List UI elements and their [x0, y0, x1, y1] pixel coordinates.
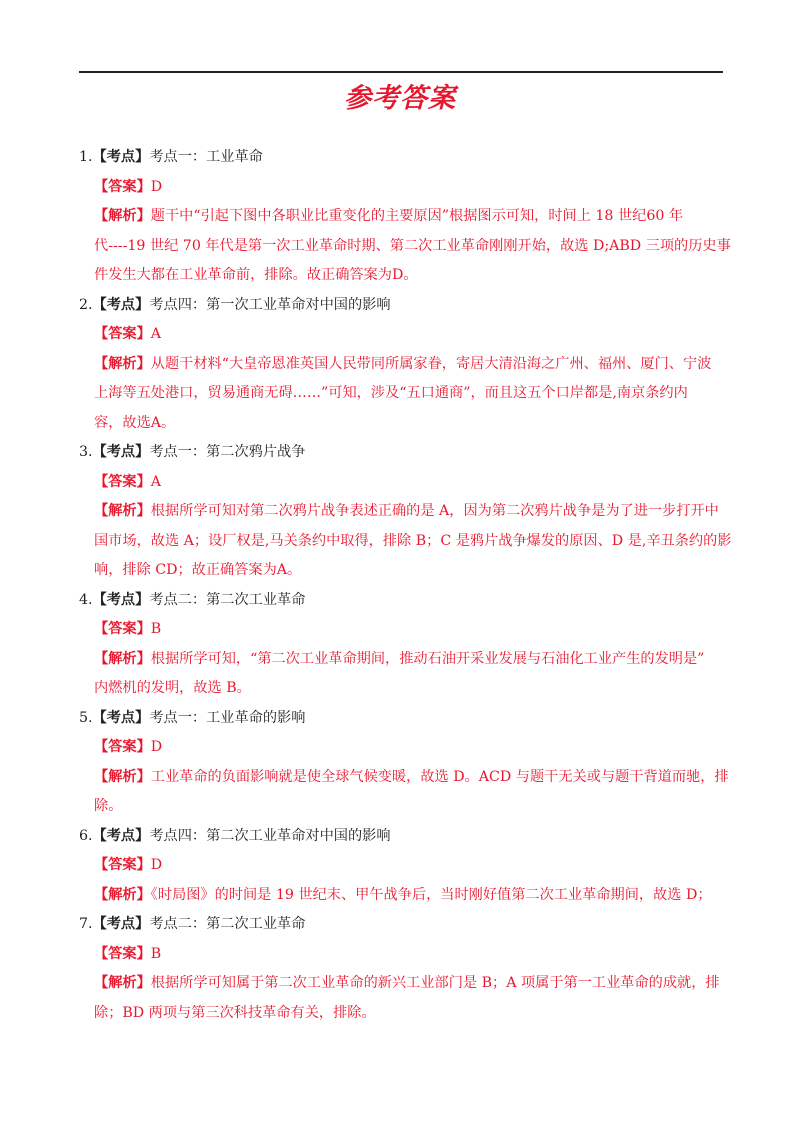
- question-block: [79, 910, 725, 1028]
- kaodian-label: 【考点】: [92, 916, 150, 932]
- header-rule: [79, 71, 723, 73]
- answer-value: D: [150, 739, 163, 755]
- answer-line: [79, 940, 725, 970]
- kaodian-label: 【考点】: [92, 709, 150, 726]
- explanation-text: 题干中“引起下图中各职业比重变化的主要原因”根据图示可知，时间上 18 世纪60 年: [150, 208, 684, 224]
- answer-label: 【答案】: [94, 945, 151, 962]
- explanation-line: [79, 202, 725, 232]
- explanation-text: 国市场，故选 A；设厂权是,马关条约中取得，排除 B；C 是鸦片战争爆发的原因、D 是,辛丑条约的影: [94, 532, 732, 549]
- explanation-label: 【解析】: [94, 208, 151, 224]
- explanation-line: [79, 881, 725, 911]
- kaodian-label: 【考点】: [92, 149, 150, 165]
- kaodian-label: 【考点】: [92, 296, 150, 313]
- kaodian-label: 【考点】: [92, 444, 150, 460]
- answer-value: D: [150, 178, 163, 195]
- answer-label: 【答案】: [94, 178, 151, 195]
- answer-line: [79, 733, 725, 763]
- explanation-line: [79, 763, 729, 793]
- explanation-label: 【解析】: [94, 975, 151, 991]
- explanation-text: 响，排除 CD；故正确答案为A。: [94, 562, 302, 578]
- explanation-text: 内燃机的发明，故选 B。: [94, 680, 251, 696]
- explanation-text: 根据所学可知对第二次鸦片战争表述正确的是 A，因为第二次鸦片战争是为了进一步打开中: [150, 503, 719, 519]
- explanation-line: [79, 645, 725, 675]
- explanation-text: 上海等五处港口，贸易通商无碍……”可知，涉及“五口通商”，而且这五个口岸都是,南京条约内: [94, 385, 688, 401]
- kaodian-label: 【考点】: [92, 827, 150, 844]
- explanation-text: 从题干材料“大皇帝恩准英国人民带同所属家眷，寄居大清沿海之广州、福州、厦门、宁波: [150, 355, 712, 372]
- answer-line: [79, 320, 725, 350]
- question-number: 5.: [79, 709, 93, 726]
- explanation-line: [79, 497, 725, 527]
- answer-value: D: [150, 857, 163, 873]
- explanation-line: [79, 792, 725, 822]
- question-heading: [79, 291, 725, 321]
- explanation-text: 除；BD 两项与第三次科技革命有关，排除。: [94, 1004, 376, 1021]
- kaodian-text: 考点二：第二次工业革命: [149, 916, 306, 932]
- explanation-label: 【解析】: [94, 886, 151, 903]
- explanation-line: [79, 674, 725, 704]
- kaodian-text: 考点四：第二次工业革命对中国的影响: [149, 827, 391, 844]
- explanation-line: [79, 969, 725, 999]
- answer-list: [79, 143, 732, 1028]
- explanation-text: 根据所学可知，“第二次工业革命期间，推动石油开采业发展与石油化工业产生的发明是”: [150, 650, 705, 667]
- explanation-text: 《时局图》的时间是 19 世纪末、甲午战争后，当时刚好值第二次工业革命期间，故选 D；: [150, 886, 712, 903]
- answer-label: 【答案】: [94, 857, 151, 873]
- explanation-text: 工业革命的负面影响就是使全球气候变暖，故选 D。ACD 与题干无关或与题干背道而驰，排: [150, 768, 729, 785]
- answer-label: 【答案】: [94, 326, 151, 342]
- explanation-label: 【解析】: [94, 650, 151, 667]
- explanation-line: [79, 350, 725, 380]
- explanation-label: 【解析】: [94, 503, 151, 519]
- question-heading: [79, 704, 725, 734]
- explanation-line: [79, 261, 725, 291]
- explanation-text: 容，故选A。: [94, 414, 176, 431]
- question-heading: [79, 910, 725, 940]
- answer-line: [79, 468, 725, 498]
- explanation-line: [79, 379, 725, 409]
- explanation-line: [79, 232, 731, 262]
- kaodian-label: 【考点】: [92, 591, 150, 608]
- answer-value: A: [150, 473, 162, 490]
- answer-line: [79, 851, 725, 881]
- explanation-label: 【解析】: [94, 768, 151, 785]
- explanation-line: [79, 556, 725, 586]
- answer-value: B: [150, 945, 162, 962]
- question-block: [79, 438, 732, 586]
- question-number: 2.: [79, 296, 93, 313]
- question-block: [79, 822, 725, 911]
- answer-value: A: [150, 326, 162, 342]
- answer-value: B: [150, 621, 162, 637]
- kaodian-text: 考点一：第二次鸦片战争: [149, 444, 306, 460]
- explanation-text: 根据所学可知属于第二次工业革命的新兴工业部门是 B；A 项属于第一工业革命的成就，排: [150, 975, 720, 991]
- question-block: [79, 586, 725, 704]
- question-heading: [79, 822, 725, 852]
- question-block: [79, 291, 725, 439]
- question-heading: [79, 438, 725, 468]
- answer-line: [79, 173, 725, 203]
- question-number: 3.: [79, 444, 93, 460]
- explanation-text: 除。: [94, 798, 123, 814]
- kaodian-text: 考点一：工业革命的影响: [149, 709, 306, 726]
- question-heading: [79, 586, 725, 616]
- question-number: 4.: [79, 591, 93, 608]
- question-block: [79, 143, 731, 291]
- kaodian-text: 考点二：第二次工业革命: [149, 591, 306, 608]
- question-block: [79, 704, 729, 822]
- explanation-text: 件发生大都在工业革命前，排除。故正确答案为D。: [94, 267, 418, 283]
- kaodian-text: 考点四：第一次工业革命对中国的影响: [149, 296, 391, 313]
- answer-label: 【答案】: [94, 739, 151, 755]
- explanation-line: [79, 409, 725, 439]
- explanation-label: 【解析】: [94, 355, 151, 372]
- explanation-text: 代----19 世纪 70 年代是第一次工业革命时期、第二次工业革命刚刚开始，故选 D;ABD 三项的历史事: [94, 237, 731, 254]
- question-number: 6.: [79, 827, 93, 844]
- answer-label: 【答案】: [94, 473, 151, 490]
- explanation-line: [79, 527, 732, 557]
- explanation-line: [79, 999, 725, 1029]
- question-heading: [79, 143, 725, 173]
- answer-line: [79, 615, 725, 645]
- question-number: 1.: [79, 149, 93, 165]
- page-title: 参考答案: [344, 83, 456, 114]
- kaodian-text: 考点一：工业革命: [149, 149, 263, 165]
- question-number: 7.: [79, 916, 93, 932]
- answer-label: 【答案】: [94, 621, 151, 637]
